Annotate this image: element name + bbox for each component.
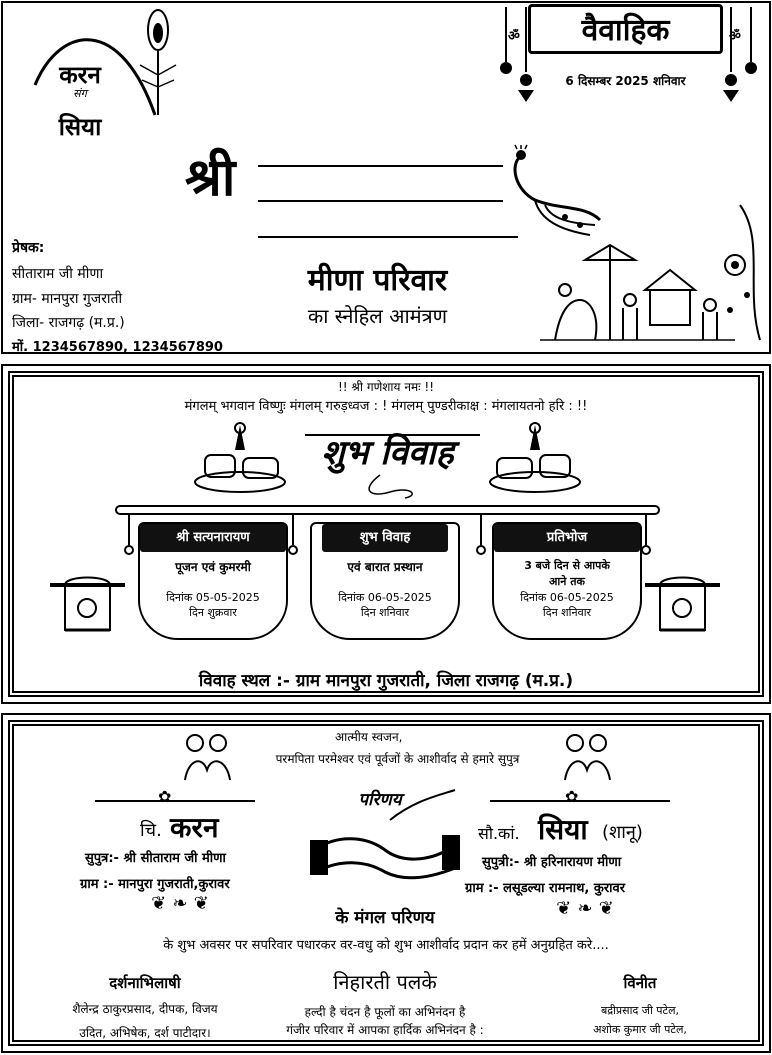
mangal-parinay: के मंगल परिणय	[335, 908, 435, 928]
groom-father: सुपुत्र:- श्री सीताराम जी मीणा	[85, 851, 226, 866]
couple-right-icon	[560, 725, 615, 785]
event-ribbon-2: शुभ विवाह	[322, 524, 448, 552]
groom-village: ग्राम :- मानपुरा गुजराती,कुरावर	[80, 877, 230, 892]
baraat-procession-icon	[535, 200, 765, 350]
bead-ornament	[288, 545, 298, 555]
invite-line: के शुभ अवसर पर सपरिवार पधारकर वर-वधु को शुभ आशीर्वाद प्रदान कर हमें अनुग्रहित करे....	[163, 938, 609, 953]
groom-rule	[95, 800, 255, 802]
shri-symbol: श्री	[185, 148, 236, 208]
col1-line2: उदित, अभिषेक, दर्श पाटीदार।	[79, 1026, 211, 1040]
sender-district: जिला- राजगढ़ (म.प्र.)	[12, 315, 125, 331]
parinay-art-text: परिणय	[358, 790, 402, 810]
flute-hanger	[480, 515, 482, 545]
couple-name-2: सिया	[58, 113, 102, 141]
sender-name: सीताराम जी मीणा	[12, 266, 104, 282]
groom-name: करन	[170, 811, 219, 844]
bride-village: ग्राम :- लसूडल्या रामनाथ, कुरावर	[465, 881, 626, 896]
bride-nick: (शानू)	[602, 822, 643, 843]
groom-ornament-icon: ❦ ❧ ❦	[151, 893, 209, 914]
bride-name: सिया	[538, 813, 588, 846]
bride-rule	[490, 800, 670, 802]
bead-ornament	[641, 545, 651, 555]
event-2-date: दिनांक 06-05-2025	[338, 591, 432, 604]
couple-left-icon	[180, 725, 235, 785]
bride-flower-icon: ✿	[565, 787, 579, 806]
col2-head: निहारती पलके	[333, 970, 437, 994]
svg-text:ॐ: ॐ	[508, 29, 520, 44]
sender-village: ग्राम- मानपुरा गुजराती	[12, 291, 123, 307]
event-1-date: दिनांक 05-05-2025	[166, 591, 260, 604]
col3-line2: अशोक कुमार जी पटेल,	[593, 1023, 687, 1036]
event-3-day: दिन शनिवार	[542, 606, 592, 619]
col1-head: दर्शनाभिलाषी	[109, 974, 181, 992]
venue-line: विवाह स्थल :- ग्राम मानपुरा गुजराती, जिला राजगढ़ (म.प्र.)	[198, 671, 574, 691]
bride-prefix: सौ.कां.	[478, 824, 520, 843]
svg-text:ॐ: ॐ	[729, 29, 741, 44]
event-ribbon-1: श्री सत्यनारायण	[140, 524, 286, 552]
event-1-line1: पूजन एवं कुमरमी	[175, 560, 251, 574]
doli-left-icon	[45, 570, 130, 645]
couple-connector: संग	[73, 87, 87, 100]
greeting: आत्मीय स्वजन,	[335, 730, 403, 744]
family-name: मीणा परिवार	[307, 263, 448, 298]
flute-hanger	[292, 515, 294, 545]
flute-hanger	[645, 515, 647, 545]
doli-right-icon	[640, 570, 725, 645]
bride-ornament-icon: ❦ ❧ ❦	[556, 898, 614, 919]
sender-mobile: मों. 1234567890, 1234567890	[12, 340, 223, 355]
title-flourish-icon	[300, 420, 490, 500]
event-2-day: दिन शनिवार	[360, 606, 410, 619]
col1-line1: शैलेन्द्र ठाकुरप्रसाद, दीपक, विजय	[72, 1002, 218, 1016]
bead-ornament	[476, 545, 486, 555]
badge-title: वैवाहिक	[581, 13, 670, 48]
address-line-3	[258, 236, 518, 238]
bride-father: सुपुत्री:- श्री हरिनारायण मीणा	[482, 855, 622, 870]
dholak-right-icon	[485, 420, 580, 495]
address-line-1	[258, 165, 503, 167]
shubh-vivah-title: शुभ विवाह	[321, 433, 454, 473]
ganesh-line: !! श्री गणेशाय नमः !!	[337, 380, 435, 394]
flute-hanger	[128, 515, 130, 545]
event-1-day: दिन शुक्रवार	[189, 606, 237, 619]
badge-date: 6 दिसम्बर 2025 शनिवार	[565, 74, 686, 88]
event-2-line1: एवं बारात प्रस्थान	[347, 560, 423, 574]
event-3-line1: 3 बजे दिन से आपके	[524, 559, 610, 572]
groom-flower-icon: ✿	[158, 787, 172, 806]
address-line-2	[258, 200, 503, 202]
couple-name-1: करन	[59, 61, 101, 89]
col3-head: विनीत	[623, 974, 657, 992]
col2-line2: गंजीर परिवार में आपका हार्दिक अभिनंदन है :	[286, 1023, 484, 1037]
mantra-line: मंगलम् भगवान विष्णुः मंगलम् गरुड़ध्वज : ! मंगलम् पुण्डरीकाक्ष : मंगलायतनो हरि : !!	[184, 399, 588, 414]
event-3-line2: आने तक	[549, 575, 585, 588]
dholak-left-icon	[195, 420, 290, 495]
col3-line1: बद्रीप्रसाद जी पटेल,	[600, 1004, 680, 1017]
event-ribbon-3: प्रतिभोज	[494, 524, 640, 552]
groom-prefix: चि.	[140, 820, 162, 841]
bead-ornament	[124, 545, 134, 555]
family-invite: का स्नेहिल आमंत्रण	[307, 304, 448, 328]
sender-label: प्रेषक:	[12, 240, 45, 256]
col2-line1: हल्दी है चंदन है फूलों का अभिनंदन है	[304, 1005, 466, 1019]
blessing-line: परमपिता परमेश्वर एवं पूर्वजों के आशीर्वाद से हमारे सुपुत्र	[275, 752, 520, 766]
flute-bar	[115, 505, 660, 515]
event-3-date: दिनांक 06-05-2025	[520, 591, 614, 604]
